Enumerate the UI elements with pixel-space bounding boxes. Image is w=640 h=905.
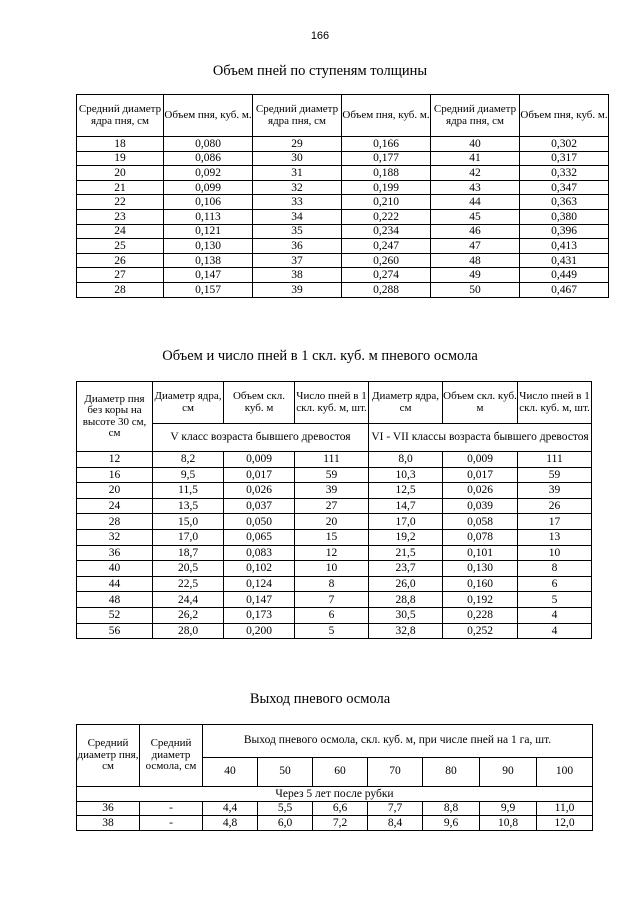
table-cell: 0,210 [342,195,431,210]
column-header: Средний диаметр пня, см [77,725,140,787]
page-number: 166 [310,30,330,42]
table-cell: 14,7 [369,498,443,514]
table-cell: 24 [77,498,153,514]
table-cell: 6,0 [258,816,313,831]
table-cell: 7,7 [368,801,423,816]
column-header: Объем скл. куб. м [443,382,518,424]
table-cell: 111 [518,452,592,468]
table-cell: 26,0 [369,576,443,592]
table-cell: 13,5 [153,498,224,514]
table-cell: 4 [518,607,592,623]
table-cell: 8,2 [153,452,224,468]
table-cell: 8 [518,561,592,577]
table-cell: 39 [253,282,342,297]
table-cell: 0,039 [443,498,518,514]
table-cell: 17,0 [369,514,443,530]
table-cell: 37 [253,253,342,268]
table3-title: Выход пневого осмола [249,691,391,707]
table-cell: 0,017 [224,467,295,483]
table-cell: 0,363 [520,195,609,210]
table-row [77,239,609,254]
table-cell: 32,8 [369,623,443,639]
table-cell: 12 [77,452,153,468]
table-row [77,498,592,514]
table-cell: 0,130 [443,561,518,577]
column-header: Средний диаметр осмола, см [140,725,203,787]
table-cell: 0,288 [342,282,431,297]
table-cell: 0,009 [443,452,518,468]
table-cell: - [140,801,203,816]
table-cell: 17 [518,514,592,530]
table-cell: 59 [295,467,369,483]
table-cell: 35 [253,224,342,239]
table-cell: 8 [295,576,369,592]
table-cell: 26 [77,253,164,268]
table-cell: 36 [253,239,342,254]
table-cell: 52 [77,607,153,623]
stump-count-header: 60 [313,758,368,787]
table-cell: 5 [295,623,369,639]
table-cell: 46 [431,224,520,239]
table-cell: 16 [77,467,153,483]
stump-count-header: 100 [537,758,593,787]
group-header-vi-vii-class: VI - VII классы возраста бывшего древостоя [369,424,592,452]
table-cell: 12,5 [369,483,443,499]
table-row [77,607,592,623]
table-cell: 7 [295,592,369,608]
table-cell: 21 [77,180,164,195]
table-cell: 0,200 [224,623,295,639]
table-cell: 40 [77,561,153,577]
table-row [77,151,609,166]
table-cell: 41 [431,151,520,166]
table-row [77,529,592,545]
table-cell: 48 [431,253,520,268]
table-cell: 27 [295,498,369,514]
table-cell: 25 [77,239,164,254]
table-cell: 22,5 [153,576,224,592]
table-cell: 24,4 [153,592,224,608]
table-cell: 0,247 [342,239,431,254]
table-cell: 13 [518,529,592,545]
table-cell: 47 [431,239,520,254]
table-cell: 0,234 [342,224,431,239]
table-row [77,801,593,816]
table-cell: 31 [253,166,342,181]
table-cell: 30 [253,151,342,166]
table-cell: 30,5 [369,607,443,623]
table-cell: 29 [253,137,342,152]
table3-body [77,787,593,831]
table-cell: 39 [295,483,369,499]
table-cell: 0,147 [164,268,253,283]
table-cell: 44 [431,195,520,210]
table-cell: 0,396 [520,224,609,239]
table-row [77,452,592,468]
table-cell: 32 [253,180,342,195]
table-cell: 11,0 [537,801,593,816]
table-cell: 0,102 [224,561,295,577]
table-cell: 0,092 [164,166,253,181]
table-cell: 9,5 [153,467,224,483]
table-cell: 0,050 [224,514,295,530]
table-cell: 49 [431,268,520,283]
stump-count-header: 70 [368,758,423,787]
table-cell: 0,106 [164,195,253,210]
table-cell: 28 [77,514,153,530]
table-cell: 26,2 [153,607,224,623]
table-cell: - [140,816,203,831]
table-cell: 0,026 [224,483,295,499]
table-cell: 0,121 [164,224,253,239]
table1-title: Объем пней по ступеням толщины [212,63,428,79]
table-cell: 0,347 [520,180,609,195]
column-header: Диаметр ядра, см [369,382,443,424]
table-row [77,137,609,152]
table-row [77,282,609,297]
table-cell: 24 [77,224,164,239]
table-cell: 10 [518,545,592,561]
table-cell: 40 [431,137,520,152]
table-cell: 0,431 [520,253,609,268]
table-row [77,224,609,239]
table-cell: 28,8 [369,592,443,608]
table-cell: 48 [77,592,153,608]
column-header: Объем скл. куб. м [224,382,295,424]
table-cell: 50 [431,282,520,297]
table-cell: 0,260 [342,253,431,268]
table-cell: 0,222 [342,209,431,224]
table-cell: 0,017 [443,467,518,483]
table-cell: 0,177 [342,151,431,166]
table-cell: 20 [77,166,164,181]
table-cell: 18 [77,137,164,152]
table-cell: 6 [518,576,592,592]
column-header: Число пней в 1 скл. куб. м, шт. [295,382,369,424]
table-cell: 8,4 [368,816,423,831]
table-cell: 15,0 [153,514,224,530]
table-cell: 0,101 [443,545,518,561]
table-cell: 0,380 [520,209,609,224]
table-cell: 45 [431,209,520,224]
stump-count-table [76,381,592,639]
table-cell: 0,130 [164,239,253,254]
table-cell: 38 [77,816,140,831]
table-cell: 0,009 [224,452,295,468]
table-cell: 32 [77,529,153,545]
table-cell: 6 [295,607,369,623]
column-header: Объем пня, куб. м. [164,95,253,137]
table-row [77,816,593,831]
table-cell: 0,166 [342,137,431,152]
table-cell: 8,0 [369,452,443,468]
table-cell: 0,037 [224,498,295,514]
table-cell: 0,099 [164,180,253,195]
column-header: Объем пня, куб. м. [520,95,609,137]
table-row [77,623,592,639]
table-cell: 20 [295,514,369,530]
resin-yield-table [76,724,593,831]
group-header-v-class: V класс возраста бывшего древостоя [153,424,369,452]
table-cell: 42 [431,166,520,181]
table-row [77,592,592,608]
table2-title: Объем и число пней в 1 скл. куб. м пневого осмола [162,348,478,364]
table-row [77,253,609,268]
column-header: Средний диаметр ядра пня, см [431,95,520,137]
table-cell: 12,0 [537,816,593,831]
table-cell: 9,6 [423,816,480,831]
table-cell: 26 [518,498,592,514]
stump-count-header: 80 [423,758,480,787]
table-cell: 0,317 [520,151,609,166]
column-header: Средний диаметр ядра пня, см [253,95,342,137]
table-cell: 19 [77,151,164,166]
table-cell: 23 [77,209,164,224]
subheader-row: Через 5 лет после рубки [77,787,593,802]
table-cell: 0,026 [443,483,518,499]
table-cell: 0,274 [342,268,431,283]
table-cell: 0,078 [443,529,518,545]
table-cell: 59 [518,467,592,483]
table-cell: 0,449 [520,268,609,283]
stump-count-header: 50 [258,758,313,787]
table-cell: 56 [77,623,153,639]
table-cell: 0,467 [520,282,609,297]
table-cell: 28,0 [153,623,224,639]
column-header: Число пней в 1 скл. куб. м, шт. [518,382,592,424]
table-cell: 36 [77,545,153,561]
table-row [77,195,609,210]
table-cell: 4,8 [203,816,258,831]
table-cell: 39 [518,483,592,499]
table-row [77,180,609,195]
table-cell: 0,147 [224,592,295,608]
table-cell: 0,058 [443,514,518,530]
table-cell: 44 [77,576,153,592]
table-row [77,514,592,530]
table-cell: 0,173 [224,607,295,623]
table-cell: 17,0 [153,529,224,545]
table-cell: 0,124 [224,576,295,592]
table-cell: 27 [77,268,164,283]
table-cell: 34 [253,209,342,224]
table-cell: 36 [77,801,140,816]
stump-count-header: 40 [203,758,258,787]
stump-volume-table [76,94,609,298]
table-cell: 10,3 [369,467,443,483]
column-header: Диаметр ядра, см [153,382,224,424]
table-cell: 0,188 [342,166,431,181]
column-header: Диаметр пня без коры на высоте 30 см, см [77,382,153,452]
table1-body [77,137,609,298]
table-cell: 18,7 [153,545,224,561]
table-cell: 4 [518,623,592,639]
table-cell: 21,5 [369,545,443,561]
table-row [77,209,609,224]
table-cell: 20 [77,483,153,499]
table-cell: 0,228 [443,607,518,623]
table-cell: 6,6 [313,801,368,816]
table-cell: 15 [295,529,369,545]
table-cell: 10 [295,561,369,577]
table-cell: 38 [253,268,342,283]
table-cell: 0,160 [443,576,518,592]
table-cell: 28 [77,282,164,297]
table-row [77,268,609,283]
table-cell: 0,413 [520,239,609,254]
table-cell: 0,157 [164,282,253,297]
table-cell: 9,9 [480,801,537,816]
table-cell: 0,252 [443,623,518,639]
table-cell: 0,332 [520,166,609,181]
table-cell: 0,199 [342,180,431,195]
table-cell: 8,8 [423,801,480,816]
table-cell: 0,083 [224,545,295,561]
table2-body [77,452,592,639]
table-row [77,166,609,181]
table-row [77,576,592,592]
table-cell: 33 [253,195,342,210]
table-cell: 5,5 [258,801,313,816]
table-cell: 7,2 [313,816,368,831]
table-cell: 0,192 [443,592,518,608]
table-cell: 111 [295,452,369,468]
table-cell: 0,065 [224,529,295,545]
table-cell: 22 [77,195,164,210]
table-row [77,483,592,499]
table-cell: 12 [295,545,369,561]
table-cell: 4,4 [203,801,258,816]
table-cell: 10,8 [480,816,537,831]
table-row [77,545,592,561]
table-row [77,467,592,483]
column-header: Средний диаметр ядра пня, см [77,95,164,137]
group-header: Выход пневого осмола, скл. куб. м, при числе пней на 1 га, шт. [203,725,593,758]
table-cell: 19,2 [369,529,443,545]
table-cell: 0,086 [164,151,253,166]
table-cell: 11,5 [153,483,224,499]
column-header: Объем пня, куб. м. [342,95,431,137]
table-cell: 0,080 [164,137,253,152]
table-cell: 43 [431,180,520,195]
stump-count-header: 90 [480,758,537,787]
table-cell: 23,7 [369,561,443,577]
table-cell: 5 [518,592,592,608]
table-row [77,561,592,577]
table-cell: 0,302 [520,137,609,152]
table-cell: 0,113 [164,209,253,224]
table-cell: 20,5 [153,561,224,577]
table-cell: 0,138 [164,253,253,268]
